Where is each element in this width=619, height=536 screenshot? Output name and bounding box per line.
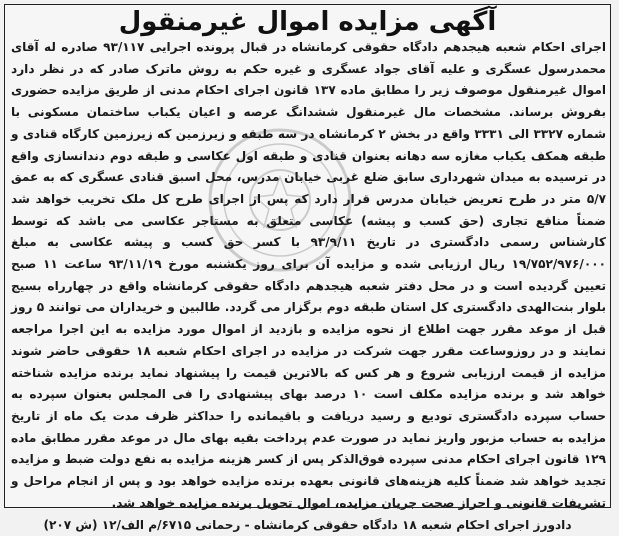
legal-notice (4, 4, 611, 533)
notice-title: آگهی مزایده اموال غیرمنقول (118, 7, 497, 37)
notice-footer: دادورز اجرای احکام شعبه ۱۸ دادگاه حقوقی کرمانشاه - رحمانی ۶۷۱۵/م الف/۱۲ (ش ۲۰۷) (43, 518, 572, 533)
notice-body: اجرای احکام شعبه هیجدهم دادگاه حقوقی کرمانشاه در قبال پرونده اجرایی ۹۳/۱۱۷ صادره له آقای محمدرسول عسگری و علیه آقای جواد عسگری و غیره حکم به روش ماترک صادر که در نظر دارد اموال غیرمنقول موصوف زیر را مطابق ماده ۱۳۷ قانون اجرای احکام مدنی از طریق مزایده حضوری بفروش برساند. مشخصات مال غیرمنقول ششدانگ عرصه و اعیان یکباب ساختمان مسکونی با شماره ۳۳۲۷ الی ۳۳۳۱ واقع در بخش ۲ کرمانشاه در سه طبقه و زیرزمین که زیرزمین کارگاه قنادی و طبقه همکف یکباب مغازه سه دهانه بعنوان قنادی و طبقه اول عکاسی و طبقه دوم دندانسازی واقع در ترسیده به میدان شهرداری سابق ضلع غربی خیابان مدرس، محل اسبق قنادی عسگری که به عمق ۵/۷ متر در طرح تعریض خیابان مدرس قرار دارد که پس از اجرای طرح کل ملک تخریب خواهد شد ضمناً منافع تجاری (حق کسب و پیشه) عکاسی متعلق به مستاجر عکاسی می باشد که توسط کارشناس رسمی دادگستری در تاریخ ۹۳/۹/۱۱ با کسر حق کسب و پیشه عکاسی به مبلغ ۱۹/۷۵۲/۹۷۶/۰۰۰ ریال ارزیابی شده و مزایده آن برای روز یکشنبه مورخ ۹۳/۱۱/۱۹ ساعت ۱۱ صبح تعیین گردیده است و در محل دفتر شعبه هیجدهم دادگاه حقوقی کرمانشاه واقع در چهارراه بسیج بلوار بنت‌الهدی دادگستری کل استان طبقه دوم برگزار می گردد. طالبین و خریداران می توانند ۵ روز قبل از موعد مقرر جهت اطلاع از نحوه مزایده و بازدید از اموال مورد مزایده به این اجرا مراجعه نمایند و در روزوساعت مقرر جهت شرکت در مزایده در اجرای احکام شعبه ۱۸ حقوقی حاضر شوند مزایده از قیمت ارزیابی شروع و هر کس که بالاترین قیمت را پیشنهاد نماید برنده مزایده شناخته خواهد شد و برنده مزایده مکلف است ۱۰ درصد بهای پیشنهادی را فی المجلس بعنوان سپرده به حساب سپرده دادگستری تودیع و رسید دریافت و باقیمانده را حداکثر ظرف مدت یک ماه از تاریخ مزایده به حساب مزبور واریز نماید در صورت عدم پرداخت بقیه بهای مال در موعد مقرر مطابق ماده ۱۲۹ قانون اجرای احکام مدنی سپرده فوق‌الذکر پس از کسر هزینه مزایده به نفع دولت ضبط و مزایده تجدید خواهد شد ضمناً کلیه هزینه‌های قانونی بعهده برنده مزایده خواهد بود و پس از انجام مراحل و تشریفات قانونی و احراز صحت جریان مزایده، اموال تحویل برنده مزایده خواهد شد. (11, 40, 606, 510)
